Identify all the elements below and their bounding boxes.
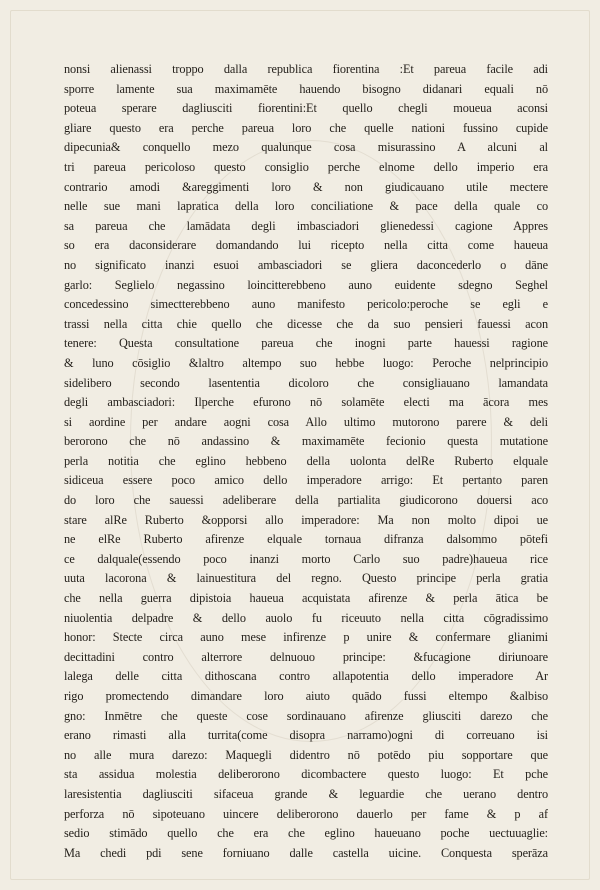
text-line: & luno cōsiglio &laltro altempo suo hebbe luogo: Peroche nelprincipio [64,355,548,370]
text-line: lalega delle citta dithoscana contro allapotentia dello imperadore Ar [64,669,548,684]
text-line: concedessino simectterebbeno auno manifesto pericolo:peroche se egli e [64,297,548,312]
text-line: degli ambasciadori: Ilperche efurono nō solamēte electi ma ācora mes [64,395,548,410]
text-line: Ma chedi pdi sene forniuano dalle castella uicine. Conquesta sperāza [64,845,548,860]
text-line: nonsi alienassi troppo dalla republica fiorentina :Et pareua facile adi [64,62,548,76]
printed-text-block [64,60,548,863]
text-line: no alle mura darezo: Maquegli didentro nō potēdo piu sopportare que [64,747,548,762]
text-line: sporre lamente sua maximamēte hauendo bisogno didanari equali nō [64,81,548,96]
text-line: ce dalquale(essendo poco inanzi morto Carlo suo padre)haueua rice [64,551,548,566]
text-line: niuolentia delpadre & dello auolo fu riceuuto nella citta cōgradissimo [64,610,548,625]
text-line: trassi nella citta chie quello che dicesse che da suo pensieri fauessi acon [64,316,548,331]
text-line: gliare questo era perche pareua loro che quelle nationi fussino cupide [64,120,548,135]
text-line: ne elRe Ruberto afirenze elquale tornaua difranza dalsommo pōtefi [64,532,548,547]
text-line: sta assidua molestia deliberorono dicombactere questo luogo: Et pche [64,767,548,782]
text-line: poteua sperare dagliusciti fiorentini:Et quello chegli moueua aconsi [64,101,548,116]
text-line: decittadini contro alterrore delnuouo principe: &fucagione diriunoare [64,649,548,664]
text-line: sa pareua che lamādata degli imbasciadori glienedessi cagione Appres [64,218,548,233]
text-line: si aordine per andare aogni cosa Allo ultimo mutorono parere & deli [64,414,548,429]
text-line: perla notitia che eglino hebbeno della uolonta delRe Ruberto elquale [64,453,548,468]
text-line: do loro che sauessi adeliberare della partialita giudicorono douersi aco [64,493,548,508]
text-line: garlo: Seglielo negassino loincitterebbeno auno euidente sdegno Seghel [64,277,548,292]
text-line: erano rimasti alla turrita(come disopra narramo)ogni di correuano isi [64,728,548,743]
text-line: che nella guerra dipistoia haueua acquistata afirenze & perla ātica be [64,591,548,606]
text-line: tenere: Questa consultatione pareua che inogni parte hauessi ragione [64,336,548,351]
text-line: perforza nō sipoteuano uincere deliberorono dauerlo per fame & p af [64,806,548,821]
text-line: so era daconsiderare domandando lui ricepto nella citta come haueua [64,238,548,253]
text-line: sidelibero secondo lasententia dicoloro che consigliauano lamandata [64,375,548,390]
text-line: honor: Stecte circa auno mese infirenze p unire & confermare glianimi [64,630,548,645]
text-line: contrario amodi &areggimenti loro & non giudicauano utile mectere [64,179,548,194]
text-line: rigo promectendo dimandare loro aiuto quādo fussi eltempo &albiso [64,689,548,703]
text-line: dipecunia& conquello mezo qualunque cosa misurassino A alcuni al [64,140,548,155]
text-line: uuta lacorona & lainuestitura del regno. Questo principe perla gratia [64,571,548,586]
text-line: stare alRe Ruberto &opporsi allo imperadore: Ma non molto dipoi ue [64,512,548,527]
text-line: sidiceua essere poco amico dello imperadore arrigo: Et pertanto paren [64,473,548,488]
text-line: berorono che nō andassino & maximamēte fecionio questa mutatione [64,434,548,449]
text-line: tri pareua pericoloso questo consiglio perche elnome dello imperio era [64,159,548,174]
text-line: laresistentia dagliusciti sifaceua grande & leguardie che uerano dentro [64,786,548,801]
text-line: no significato inanzi esuoi ambasciadori se gliera daconcederlo o dāne [64,257,548,272]
text-line: gno: Inmētre che queste cose sordinauano afirenze gliusciti darezo che [64,708,548,723]
text-line: nelle sue mani lapratica della loro conciliatione & pace della quale co [64,199,548,214]
text-line: sedio stimādo quello che era che eglino haueuano poche uectuuaglie: [64,826,548,841]
